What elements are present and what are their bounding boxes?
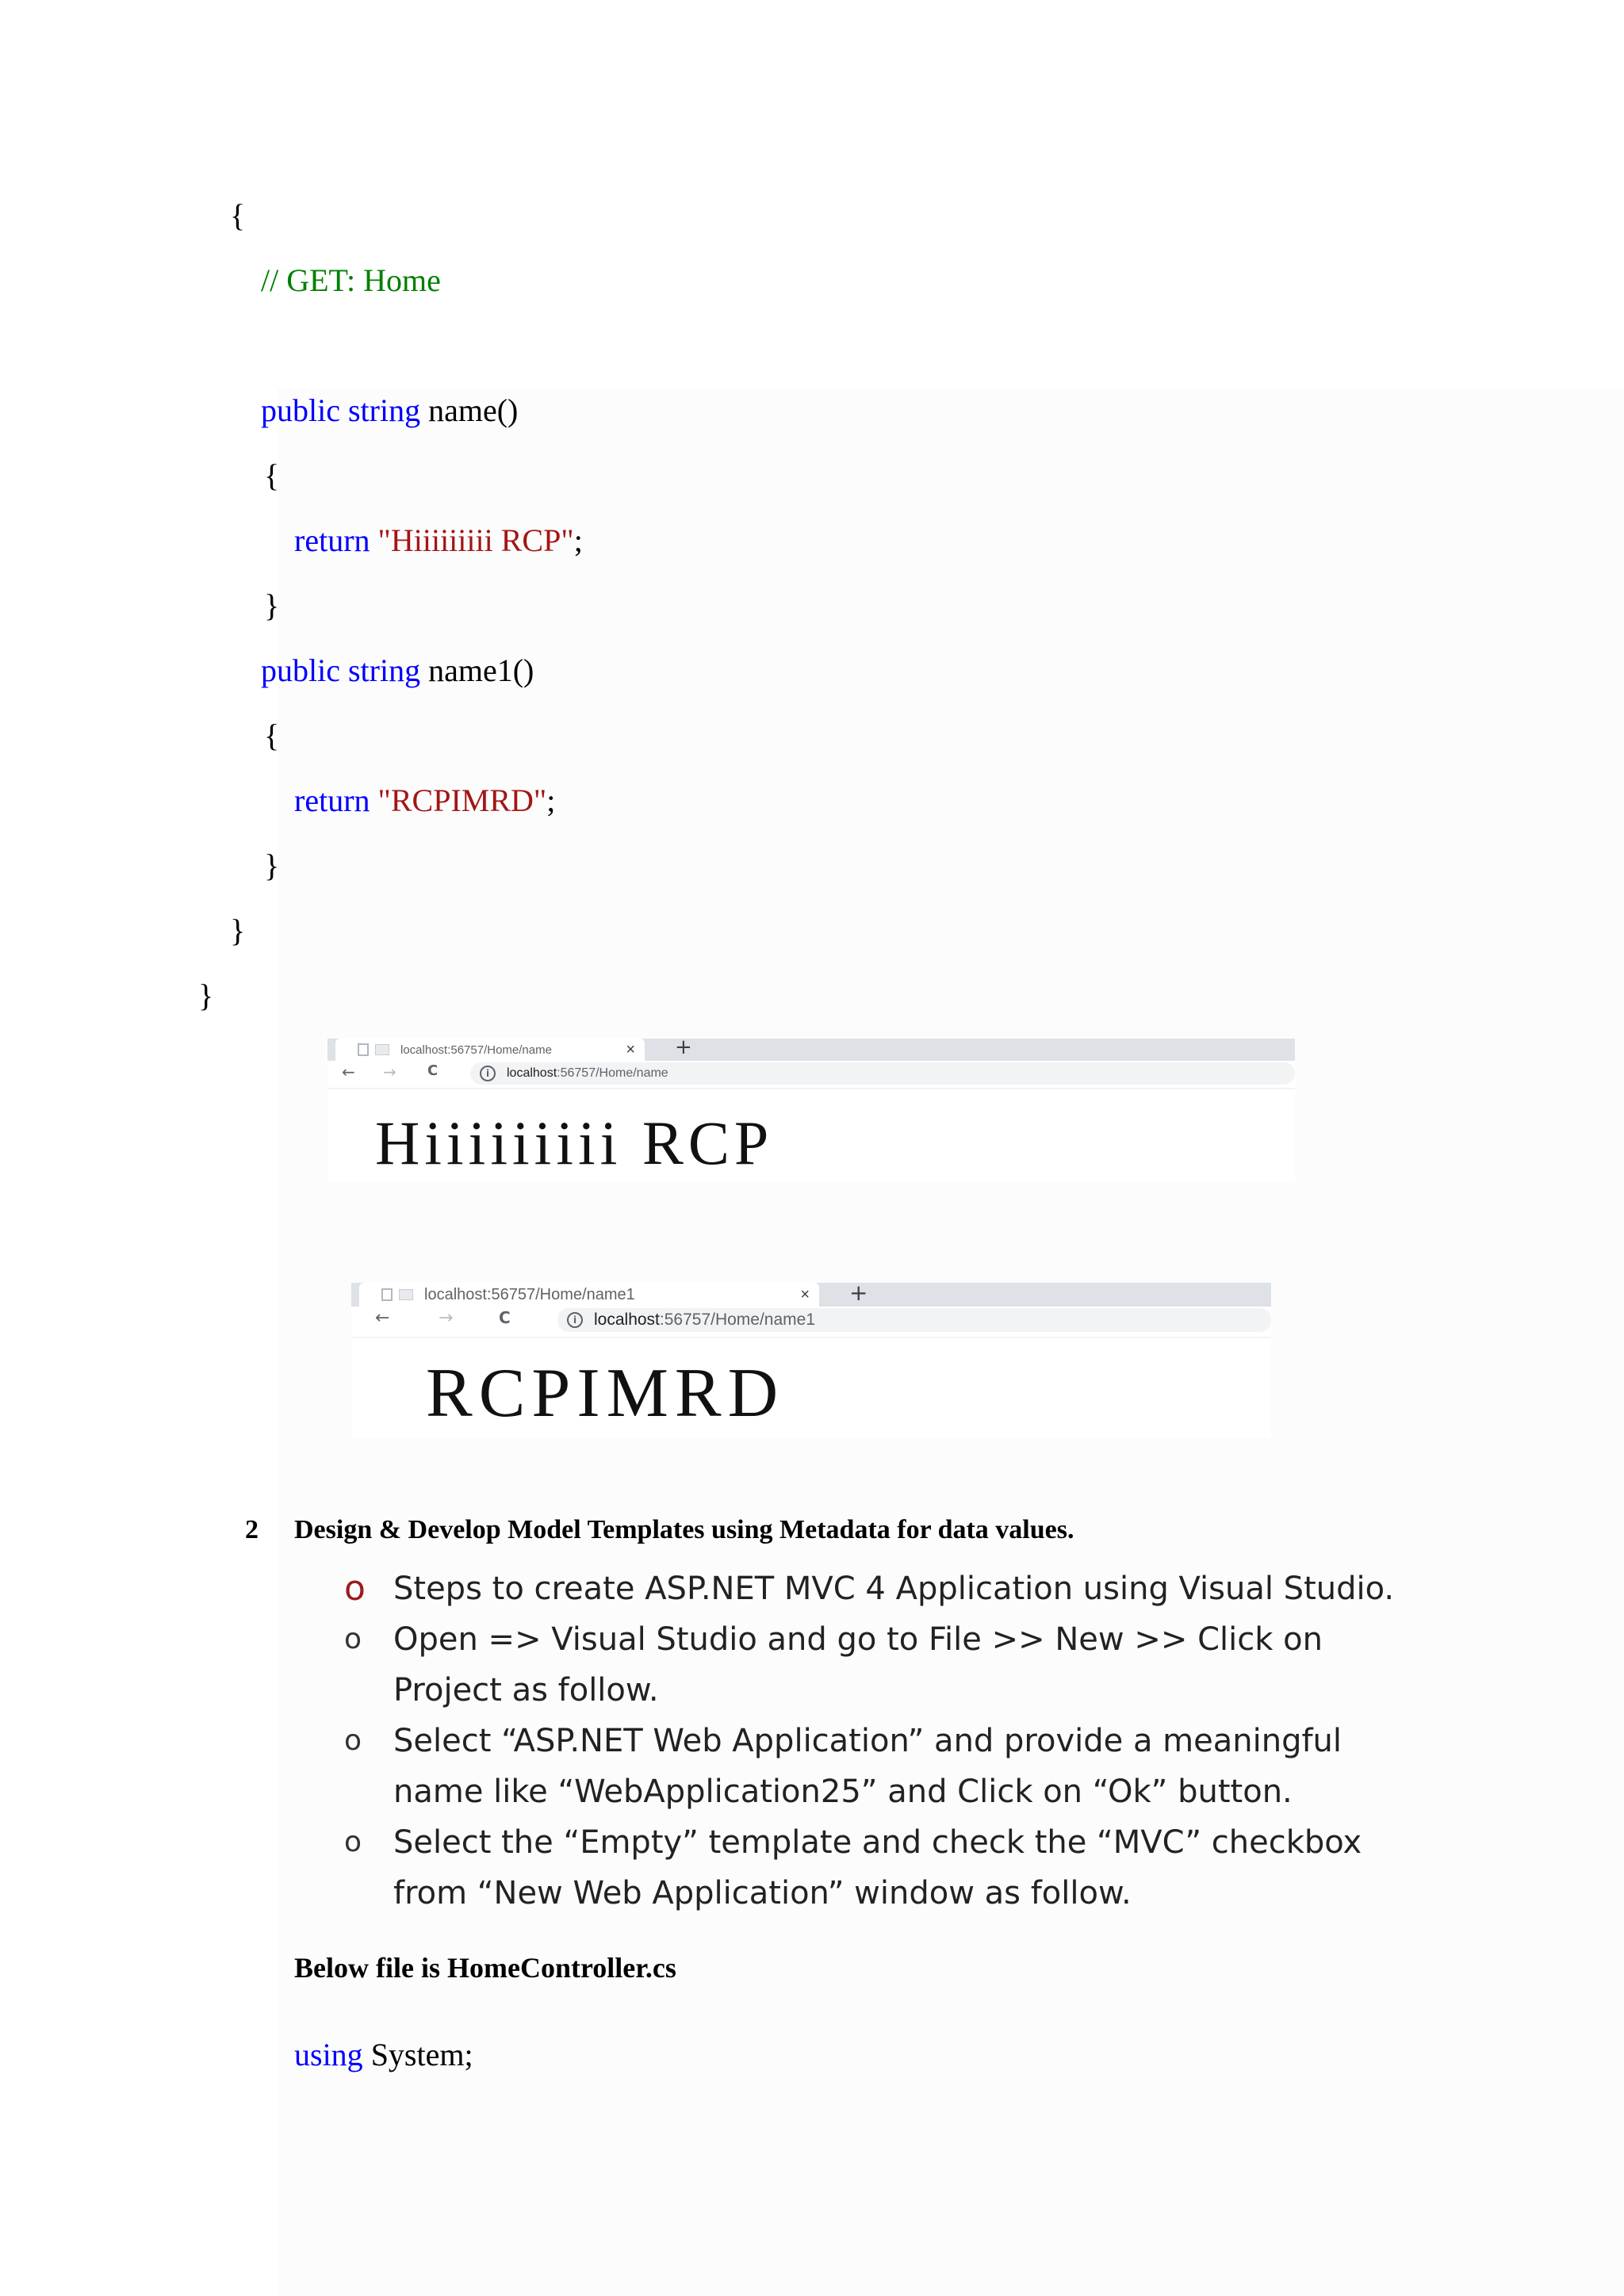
info-icon: i [567,1312,583,1328]
code-line: public string name() [261,392,519,428]
code-using-line: using System; [294,2037,473,2072]
url-field [557,1308,1271,1332]
steps-list [333,1563,1427,1919]
url-path: :56757/Home/name1 [659,1311,816,1329]
browser-tab [335,1039,645,1061]
code-line: } [198,978,214,1013]
list-item: o Open => Visual Studio and go to File >> New >> Click on Project as follow. [333,1614,1427,1716]
code-line: public string name1() [261,652,534,688]
url-host: localhost [594,1311,660,1329]
browser-screenshot-1 [327,1035,1295,1181]
reload-icon: C [427,1062,439,1079]
code-line: { [230,197,246,233]
reload-icon: C [499,1308,511,1327]
new-tab-icon: + [675,1035,692,1059]
forward-icon: → [439,1308,454,1328]
bullet-marker: o [344,1623,362,1655]
tab-title: localhost:56757/Home/name1 [424,1285,635,1303]
code-line: return "Hiiiiiiiii RCP"; [294,522,583,558]
page-icon [358,1043,369,1056]
tab-strip [327,1035,1295,1061]
section-title: Design & Develop Model Templates using Metadata for data values. [294,1515,1074,1544]
address-bar-row [351,1307,1271,1338]
browser-tab [359,1283,819,1307]
doc-icon [399,1289,413,1300]
close-icon: × [626,1040,635,1058]
info-icon: i [480,1066,496,1081]
page-icon [381,1288,393,1301]
file-heading: Below file is HomeController.cs [294,1952,676,1984]
close-icon: × [800,1285,810,1303]
address-bar-row [327,1061,1295,1089]
list-item: o Select “ASP.NET Web Application” and provide a meaningful name like “WebApplication25” and Click on “Ok” button. [333,1716,1427,1817]
back-icon: ← [342,1062,355,1081]
tab-strip [351,1280,1271,1307]
page-content-text: Hiiiiiiiii RCP [375,1108,774,1177]
forward-icon: → [383,1062,396,1081]
page-content-text: RCPIMRD [426,1355,785,1432]
url-host: localhost [507,1066,557,1080]
list-item: o Steps to create ASP.NET MVC 4 Application using Visual Studio. [333,1563,1427,1614]
code-line: return "RCPIMRD"; [294,783,556,818]
code-line: } [264,848,280,883]
back-icon: ← [375,1308,390,1328]
doc-icon [375,1044,389,1055]
code-line: { [264,718,280,753]
code-comment: // GET: Home [261,262,441,298]
list-item: o Select the “Empty” template and check the “MVC” checkbox from “New Web Application” window as follow. [333,1817,1427,1919]
bullet-marker: o [344,1826,362,1858]
code-line: } [230,913,246,948]
url-field [470,1062,1295,1085]
browser-screenshot-2 [351,1280,1271,1438]
bullet-marker: o [344,1568,366,1609]
new-tab-icon: + [849,1280,868,1306]
code-line: { [264,457,280,493]
tab-title: localhost:56757/Home/name [400,1043,552,1057]
section-number: 2 [245,1515,259,1544]
bullet-marker: o [344,1724,362,1757]
code-line: } [264,587,280,623]
url-path: :56757/Home/name [557,1066,668,1080]
